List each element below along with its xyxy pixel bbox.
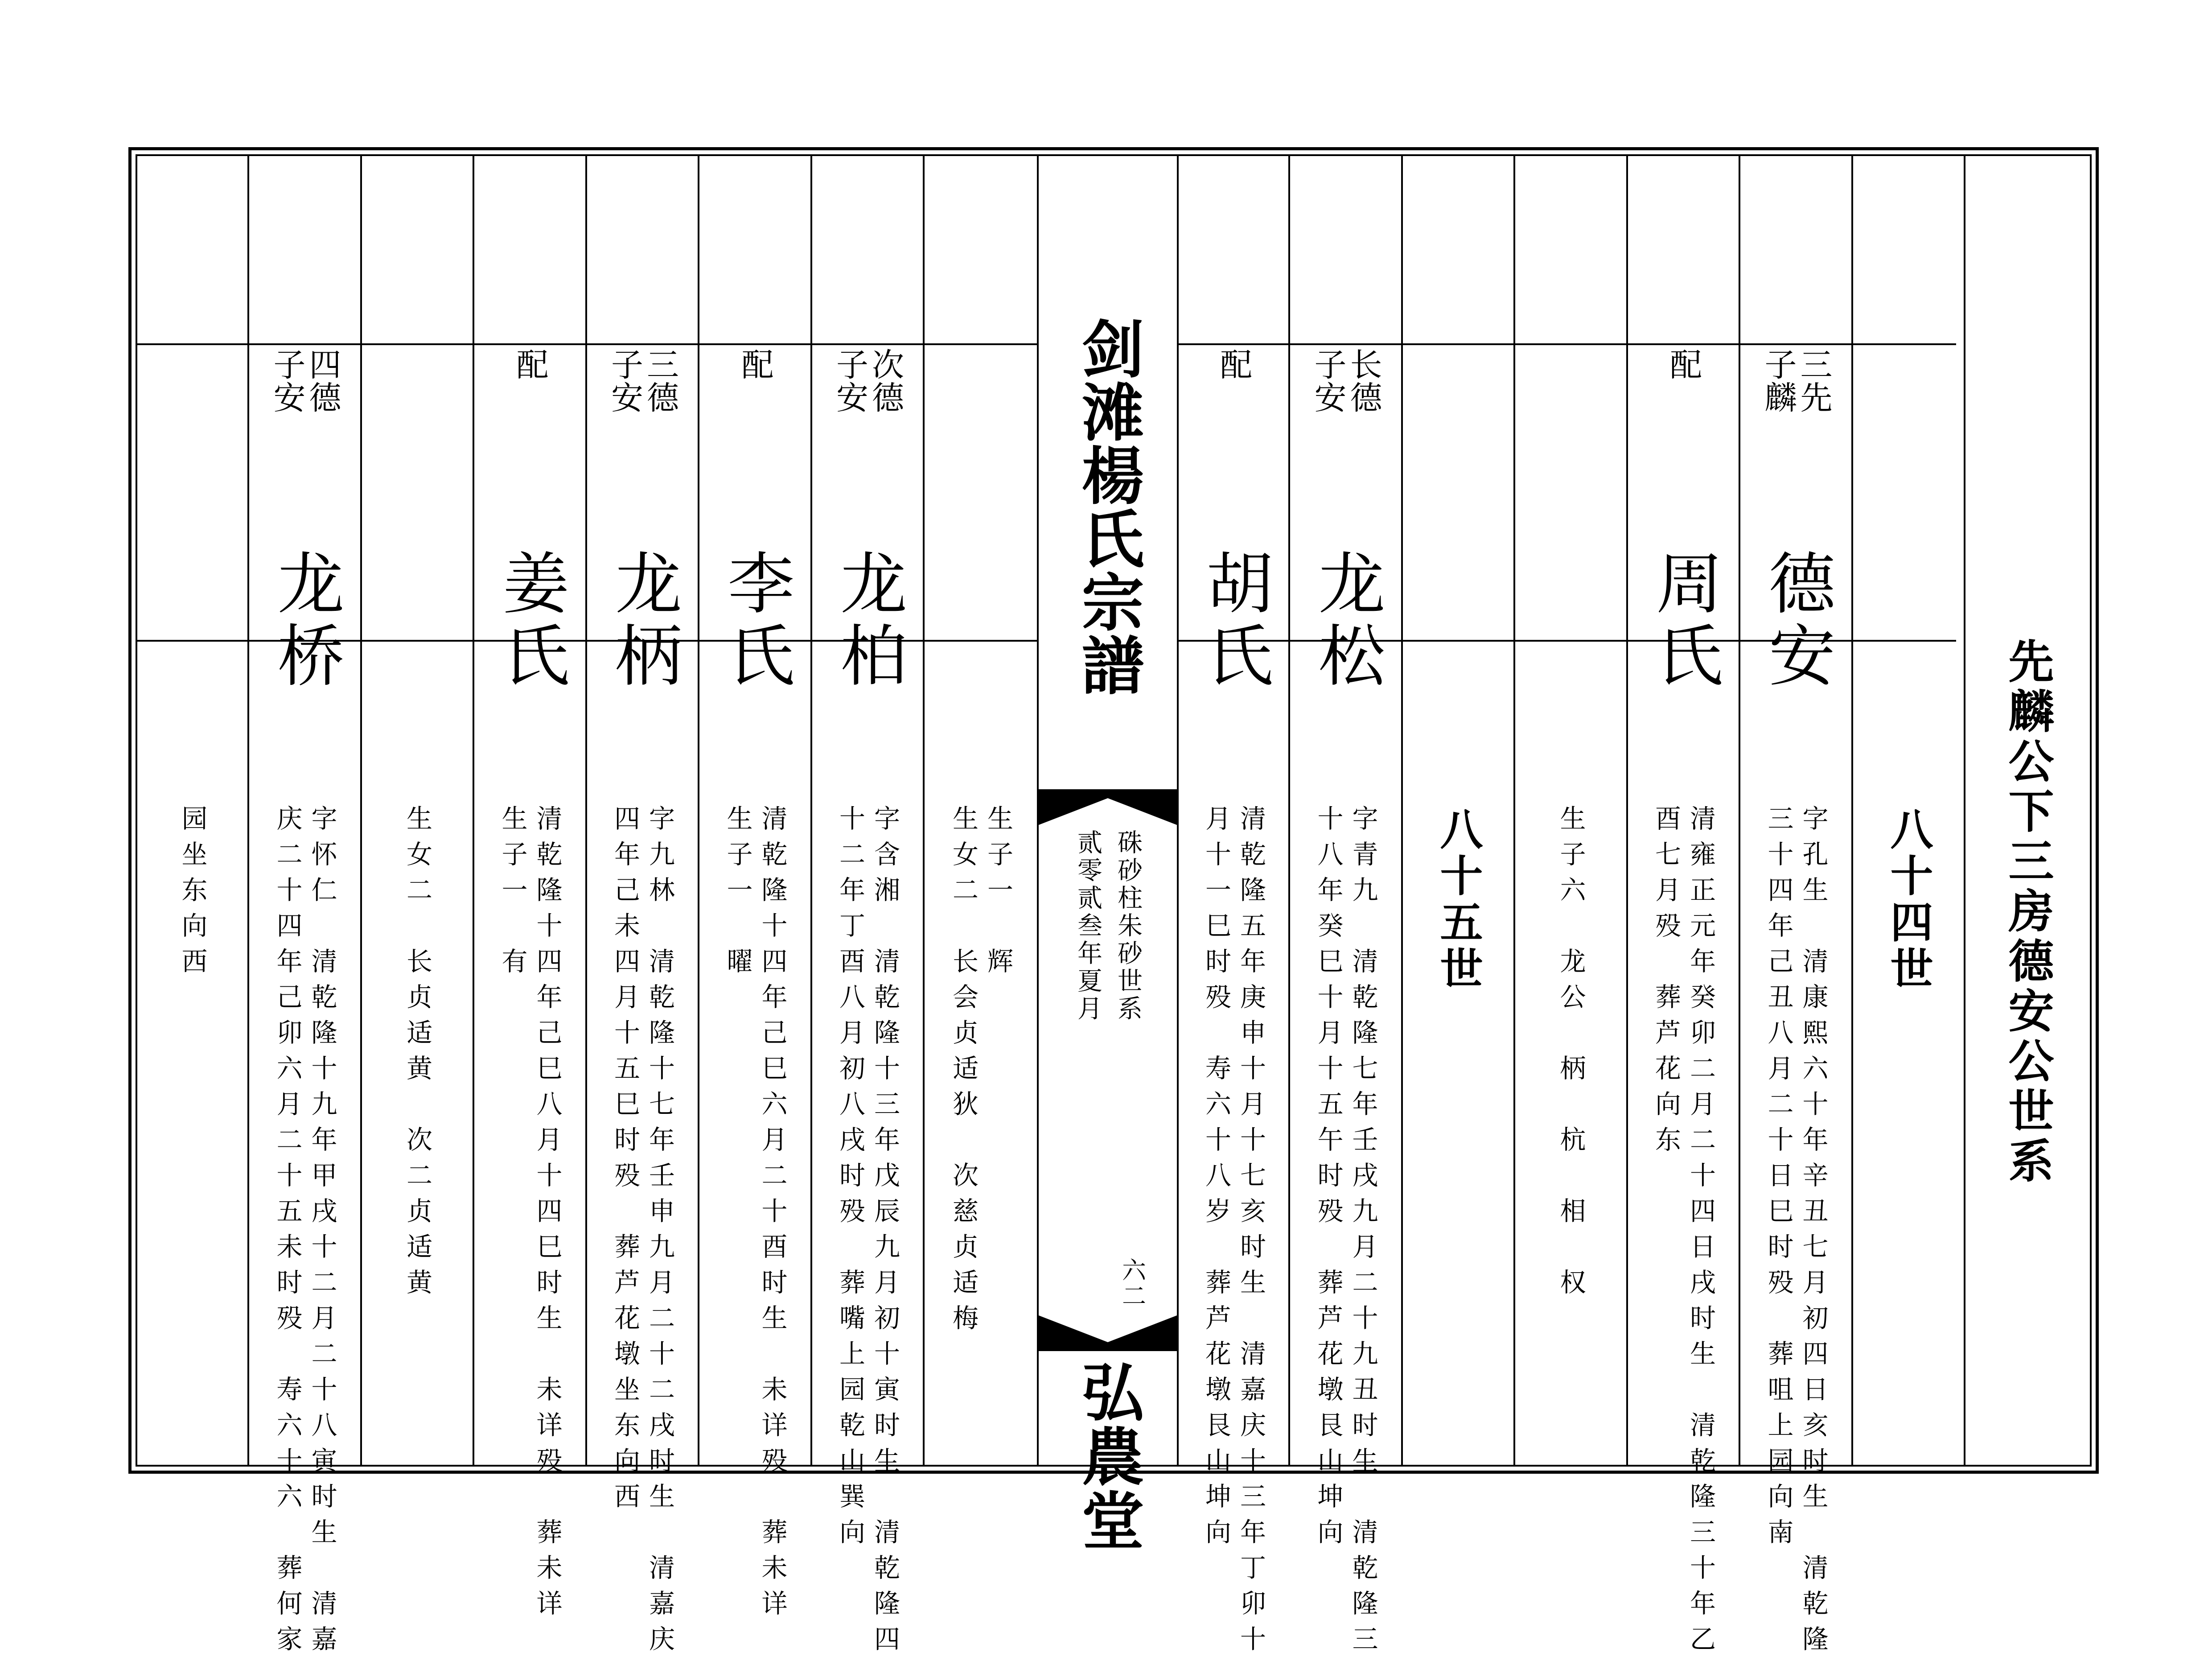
generation-84-label: 八十四世 xyxy=(1883,807,1934,993)
bio-line: 十八年癸巳十月十五午时殁 葬芦花墩艮山坤向 xyxy=(1313,805,1344,1554)
bio-line: 生女二 长会贞适狄 次慈贞适梅 xyxy=(948,805,979,1340)
relation-label: 四德 xyxy=(304,348,341,414)
relation-label: 子麟 xyxy=(1759,348,1797,414)
spouse-column xyxy=(699,156,810,1625)
bio-line: 四年己未四月十五巳时殁 葬芦花墩坐东向西 xyxy=(610,805,640,1518)
children-column xyxy=(362,156,473,1465)
relation-label: 配 xyxy=(1665,348,1702,383)
bio-line: 生子一 辉 xyxy=(983,805,1013,983)
genealogy-title: 剑滩楊氏宗譜 xyxy=(1071,317,1144,697)
generation-85-label: 八十五世 xyxy=(1433,807,1484,993)
relation-label: 三先 xyxy=(1795,348,1833,414)
continuation-column xyxy=(137,156,247,1465)
bio-line: 清乾隆十四年己巳六月二十酉时生 未详殁 葬未详 xyxy=(757,805,788,1625)
generation-84-column xyxy=(1853,156,1964,1465)
person-column xyxy=(812,156,923,1661)
bio-line: 字孔生 清康熙六十年辛丑七月初四日亥时生 清乾隆 xyxy=(1798,805,1829,1661)
bio-line: 生女二 长贞适黄 次二贞适黄 xyxy=(402,805,432,1304)
spine-branch-line: 硃砂柱朱砂世系 xyxy=(1114,829,1143,1023)
bio-line: 酉七月殁 葬芦花向东 xyxy=(1651,805,1681,1162)
bio-line: 生子六 龙公 柄 杭 相 权 xyxy=(1555,805,1586,1304)
relation-label: 配 xyxy=(736,348,774,383)
page-title: 先麟公下三房德安公世系 xyxy=(2001,638,2055,1187)
bio-line: 清雍正元年癸卯二月二十四日戌时生 清乾隆三十年乙 xyxy=(1686,805,1716,1661)
relation-label: 三德 xyxy=(641,348,679,414)
bio-line: 庆二十四年己卯六月二十五未时殁 寿六十六 葬何家 xyxy=(272,805,303,1661)
spouse-column xyxy=(1179,156,1288,1661)
person-name: 德安 xyxy=(1757,548,1835,693)
relation-label: 长德 xyxy=(1344,348,1382,414)
bio-line: 十二年丁酉八月初八戌时殁 葬嘴上园乾山巽向 xyxy=(835,805,865,1554)
bio-line: 生子一 有 xyxy=(497,805,528,983)
person-name: 姜氏 xyxy=(491,548,569,693)
bio-line: 生子一 曜 xyxy=(722,805,753,983)
bio-line: 字怀仁 清乾隆十九年甲戌十二月二十八寅时生 清嘉 xyxy=(307,805,337,1661)
children-column xyxy=(1515,156,1626,1465)
generation-85-column xyxy=(1403,156,1513,1465)
bio-line: 字青九 清乾隆七年壬戌九月二十九丑时生 清乾隆三 xyxy=(1348,805,1378,1661)
person-column xyxy=(1290,156,1401,1661)
bio-line: 清乾隆十四年己巳八月十四巳时生 未详殁 葬未详 xyxy=(532,805,563,1625)
person-name: 胡氏 xyxy=(1195,548,1272,693)
page-number: 六二 xyxy=(1118,1257,1147,1309)
bio-line: 字含湘 清乾隆十三年戊辰九月初十寅时生 清乾隆四 xyxy=(870,805,900,1661)
person-name: 龙松 xyxy=(1307,548,1385,693)
hall-name: 弘農堂 xyxy=(1071,1360,1144,1553)
person-name: 龙柄 xyxy=(604,548,681,693)
relation-label: 子安 xyxy=(606,348,643,414)
book-spine xyxy=(1039,156,1177,1553)
relation-label: 次德 xyxy=(867,348,904,414)
fishtail-ornament-bottom xyxy=(1039,1311,1177,1351)
relation-label: 配 xyxy=(1215,348,1252,383)
bio-line: 三十四年己丑八月二十日巳时殁 葬咀上园向南 xyxy=(1763,805,1794,1554)
person-column xyxy=(1740,156,1851,1661)
title-column xyxy=(1965,156,2090,1465)
person-name: 周氏 xyxy=(1645,548,1722,693)
person-column xyxy=(249,156,360,1661)
bio-line: 月十一巳时殁 寿六十八岁 葬芦花墩艮山坤向 xyxy=(1201,805,1231,1554)
spine-date-line: 贰零贰叁年夏月 xyxy=(1073,829,1102,1023)
fishtail-ornament-top xyxy=(1039,789,1177,829)
children-column xyxy=(925,156,1037,1465)
person-name: 龙桥 xyxy=(266,548,344,693)
person-column xyxy=(587,156,698,1661)
person-name: 龙柏 xyxy=(829,548,906,693)
relation-label: 子安 xyxy=(1309,348,1347,414)
relation-label: 配 xyxy=(511,348,549,383)
relation-label: 子安 xyxy=(831,348,868,414)
bio-line: 清乾隆五年庚申十月十七亥时生 清嘉庆十三年丁卯十 xyxy=(1236,805,1266,1661)
spouse-column xyxy=(474,156,585,1625)
bio-line: 园坐东向西 xyxy=(177,805,208,983)
spouse-column xyxy=(1628,156,1739,1661)
bio-line: 字九林 清乾隆十七年壬申九月二十二戌时生 清嘉庆 xyxy=(645,805,675,1661)
person-name: 李氏 xyxy=(716,548,794,693)
relation-label: 子安 xyxy=(268,348,306,414)
